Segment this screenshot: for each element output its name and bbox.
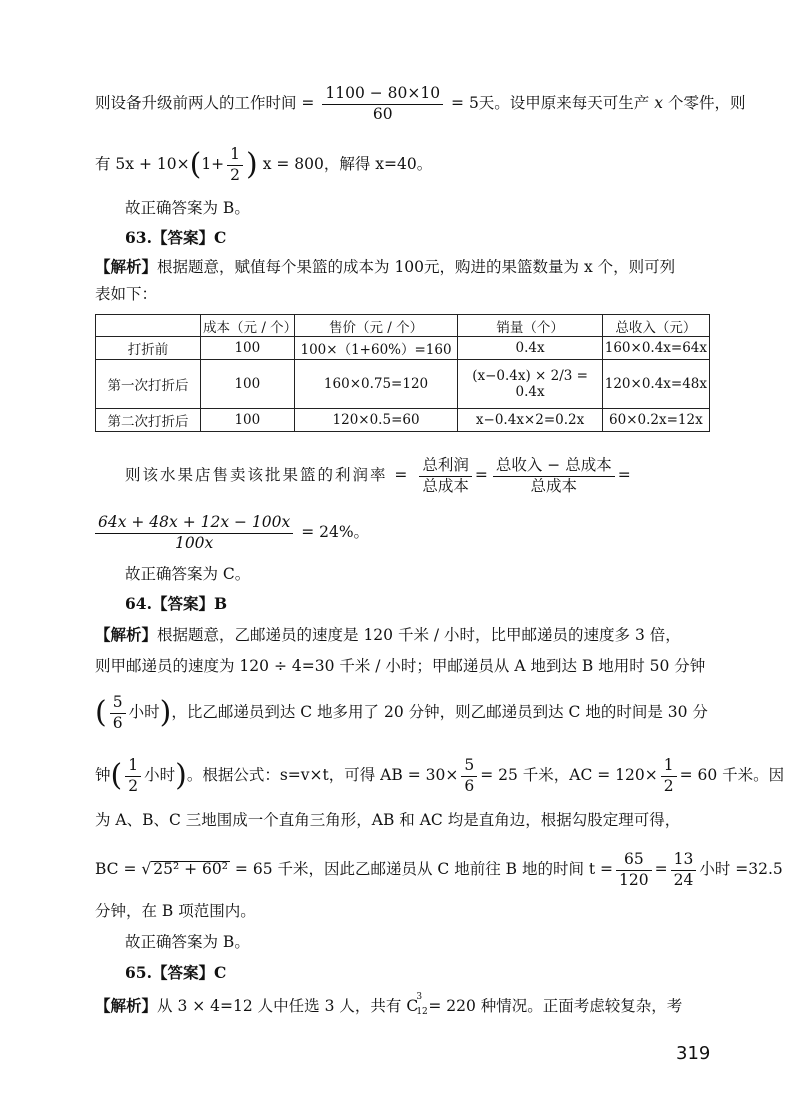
table-header-cell: 成本（元 / 个）: [201, 315, 295, 337]
table-header-cell: 总收入（元）: [602, 315, 709, 337]
table-cell: 100: [201, 409, 295, 432]
table-header-cell: 售价（元 / 个）: [294, 315, 458, 337]
fraction-denominator: 60: [372, 104, 393, 123]
q64-line3: ( $\frac{5}{6}$ 小时)，比乙邮递员到达 C 地多用了 20 分钟，则乙邮递员到达 C 地的时间是 30 分: [95, 693, 708, 732]
line4-pre: 钟: [95, 766, 111, 784]
fraction-numerator: 5: [461, 758, 477, 777]
q64-conclusion: 故正确答案为 B。: [125, 933, 250, 951]
line6-mid: = 65 千米，因此乙邮递员从 C 地前往 B 地的时间 t =: [234, 860, 614, 878]
fraction-profit-rate: [419, 458, 472, 494]
fraction-denominator: 6: [464, 776, 475, 795]
analysis-text: 根据题意，乙邮递员的速度是 120 千米 / 小时，比甲邮递员的速度多 3 倍，: [157, 626, 681, 644]
table-cell: 160×0.4x=64x: [602, 337, 709, 360]
line4-mid2: = 25 千米，AC = 120×: [480, 766, 658, 784]
line1-mid: = 5天。设甲原来每天可生产: [451, 94, 650, 112]
unit-hour: 小时: [128, 703, 160, 721]
fraction-65-120: [616, 852, 652, 888]
q64-line4: 钟( $\frac{1}{2}$ 小时)。根据公式：s=v×t，可得 AB = 30× $\frac{5}{6}$ = 25 千米，AC = 120× $\frac{1}{2}$ = 60 千米。因: [95, 756, 785, 795]
table-header-row: [96, 315, 710, 337]
fraction-13-24: [671, 852, 697, 888]
fraction-five-sixths: [110, 695, 126, 731]
table-row: [96, 360, 710, 409]
analysis-label: 【解析】: [95, 257, 158, 276]
fraction-numerator: 1: [227, 147, 243, 166]
table-cell: 100: [201, 337, 295, 360]
q63-analysis-line1: [95, 259, 675, 276]
comb-sup: 3: [416, 992, 423, 1002]
fraction-denominator: 6: [112, 713, 123, 732]
fraction-denominator: 2: [663, 776, 674, 795]
fraction-numerator: 1100 − 80×10: [322, 86, 443, 105]
table-cell: 160×0.75=120: [294, 360, 458, 409]
sqrt-radicand: 25² + 60²: [153, 860, 228, 878]
q64-line7: 分钟，在 B 项范围内。: [95, 902, 256, 920]
table-cell: (x−0.4x) × 2/3 = 0.4x: [458, 360, 602, 409]
table-cell: 打折前: [96, 337, 201, 360]
table-cell: 100: [201, 360, 295, 409]
text-line-2: 有 5x + 10×(1+ $\frac{1}{2}$ ) x = 800，解得 x=40。: [95, 145, 433, 184]
fraction-denominator: 2: [230, 165, 241, 184]
combination-symbol: [406, 992, 428, 1017]
table-cell: 100×（1+60%）=160: [294, 337, 458, 360]
q63-calc-line: [95, 515, 369, 551]
text-line-1: [95, 86, 745, 122]
fraction-denominator: 24: [673, 870, 694, 889]
table-header-cell: [96, 315, 201, 337]
line2-prefix: 有 5x + 10×: [95, 155, 190, 173]
q63-profit-line: [125, 458, 633, 494]
fraction-numerator: 总利润: [419, 458, 472, 477]
table-cell: 0.4x: [458, 337, 602, 360]
fraction-numerator: 64x + 48x + 12x − 100x: [95, 515, 293, 534]
line6-end: 小时 =32.5: [699, 860, 783, 878]
line1-prefix: 则设备升级前两人的工作时间 =: [95, 94, 315, 112]
q64-line6: [95, 852, 783, 888]
fraction-denominator: 总成本: [422, 476, 469, 495]
fraction-denominator: 120: [619, 870, 649, 889]
fraction-numerator: 5: [110, 695, 126, 714]
profit-text: 则该水果店售卖该批果篮的利润率 =: [125, 466, 410, 484]
table-header-cell: 销量（个）: [458, 315, 602, 337]
fraction-calc: [95, 515, 293, 551]
sqrt-prefix: BC = √: [95, 860, 152, 878]
page-number: 319: [676, 1043, 711, 1064]
fraction-half-hour: [125, 758, 141, 794]
line1-post: = 220 种情况。正面考虑较复杂，考: [428, 997, 683, 1015]
fraction-numerator: 65: [616, 852, 652, 871]
line1-suffix: 个零件，则: [667, 94, 746, 112]
fraction-half: [227, 147, 243, 183]
line1-var: x: [654, 94, 663, 112]
q65-line1: [95, 992, 683, 1017]
q63-analysis-line2: 表如下：: [95, 285, 158, 303]
fraction-numerator: 13: [671, 852, 697, 871]
table-cell: x−0.4x×2=0.2x: [458, 409, 602, 432]
q63-header: 63.【答案】C: [125, 228, 227, 247]
calc-result: = 24%。: [301, 523, 370, 541]
line4-end: = 60 千米。因: [679, 766, 785, 784]
fraction-denominator: 总成本: [530, 476, 578, 495]
q65-header: 65.【答案】C: [125, 963, 227, 982]
line2-suffix: x = 800，解得 x=40。: [262, 155, 433, 173]
table-row: [96, 337, 710, 360]
line2-inner: 1+: [201, 155, 225, 173]
table-cell: 60×0.2x=12x: [602, 409, 709, 432]
q64-header: 64.【答案】B: [125, 594, 228, 613]
comb-base: C: [406, 997, 419, 1015]
fraction-work-time: [322, 86, 443, 122]
fraction-numerator: 1: [125, 758, 141, 777]
q62-conclusion: 故正确答案为 B。: [125, 199, 250, 217]
table-row: [96, 409, 710, 432]
analysis-label: 【解析】: [95, 996, 158, 1015]
table-cell: 第二次打折后: [96, 409, 201, 432]
profit-eq: =: [474, 466, 490, 484]
fraction-numerator: 总收入 − 总成本: [493, 458, 615, 477]
price-table: [95, 314, 710, 432]
unit-hour: 小时: [144, 766, 176, 784]
analysis-label: 【解析】: [95, 625, 158, 644]
q63-conclusion: 故正确答案为 C。: [125, 565, 251, 583]
q64-line2: 则甲邮递员的速度为 120 ÷ 4=30 千米 / 小时；甲邮递员从 A 地到达 B 地用时 50 分钟: [95, 657, 706, 675]
fraction-ab: [461, 758, 477, 794]
line1-pre: 从 3 × 4=12 人中任选 3 人，共有: [157, 997, 402, 1015]
line4-mid: 。根据公式：s=v×t，可得 AB = 30×: [186, 766, 459, 784]
line3-rest: ，比乙邮递员到达 C 地多用了 20 分钟，则乙邮递员到达 C 地的时间是 30 分: [171, 703, 708, 721]
table-cell: 120×0.4x=48x: [602, 360, 709, 409]
fraction-income-cost: [493, 458, 615, 494]
q64-line5: 为 A、B、C 三地围成一个直角三角形，AB 和 AC 均是直角边，根据勾股定理可得，: [95, 811, 681, 829]
fraction-denominator: 2: [128, 776, 139, 795]
fraction-numerator: 1: [661, 758, 677, 777]
table-cell: 第一次打折后: [96, 360, 201, 409]
line6-eq: =: [654, 860, 668, 878]
analysis-text: 根据题意，赋值每个果篮的成本为 100元，购进的果篮数量为 x 个，则可列: [157, 258, 676, 276]
q64-line1: [95, 627, 681, 644]
comb-sub: 12: [416, 1007, 428, 1017]
table-cell: 120×0.5=60: [294, 409, 458, 432]
fraction-denominator: 100x: [174, 533, 214, 552]
fraction-ac: [661, 758, 677, 794]
profit-end: =: [617, 466, 633, 484]
